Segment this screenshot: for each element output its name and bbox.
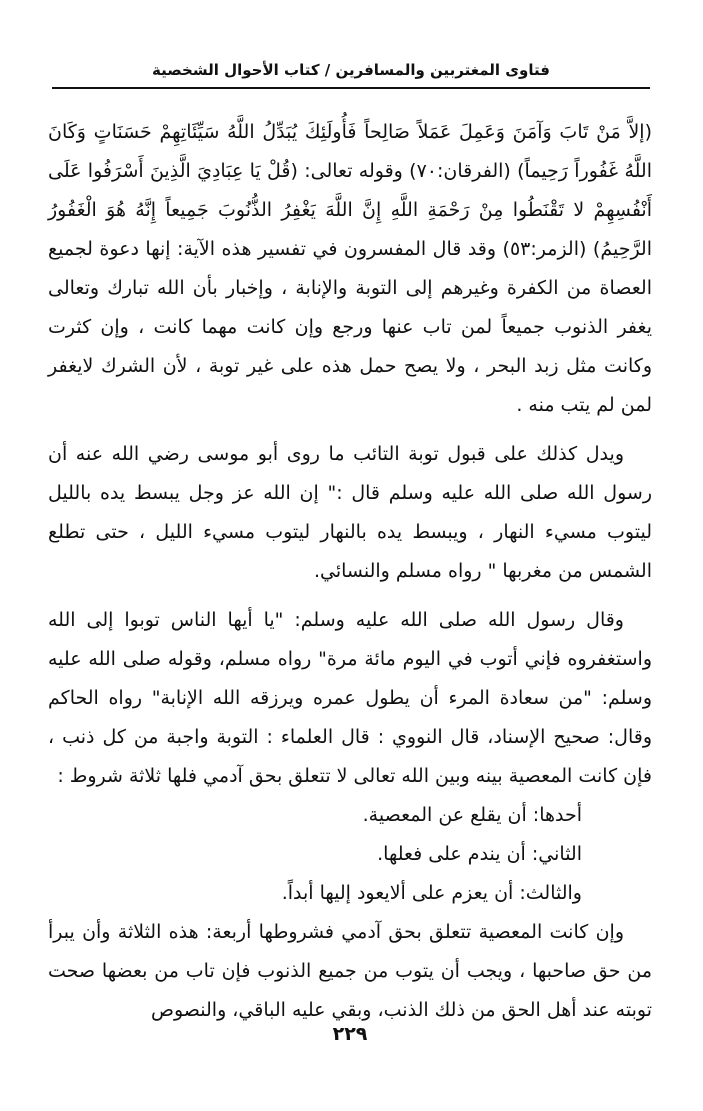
paragraph-hadith-repentance: وقال رسول الله صلى الله عليه وسلم: "يا أيها الناس توبوا إلى الله واستغفروه فإني أتوب في اليوم مائة مرة" رواه مسلم، وقوله صلى الله عليه وسلم: "من سعادة المرء أن يطول عمره ويرزقه الله الإنابة" رواه الحاكم وقال: صحيح الإسناد، قال النووي : قال العلماء : التوبة واجبة من كل ذنب ، فإن كانت المعصية بينه وبين الله تعالى لا تتعلق بحق آدمي فلها ثلاثة شروط : [48, 609, 652, 787]
condition-item-first: أحدها: أن يقلع عن المعصية. [362, 804, 582, 826]
paragraph-quran-verses: (إلاَّ مَنْ تَابَ وَآمَنَ وَعَمِلَ عَمَلاً صَالِحاً فَأُولَئِكَ يُبَدِّلُ اللَّهُ سَيِّئَاتِهِمْ حَسَنَاتٍ وَكَانَ اللَّهُ غَفُوراً رَحِيماً) (الفرقان:٧٠) وقوله تعالى: (قُلْ يَا عِبَادِيَ الَّذِينَ أَسْرَفُوا عَلَى أَنْفُسِهِمْ لا تَقْنَطُوا مِنْ رَحْمَةِ اللَّهِ إِنَّ اللَّهَ يَغْفِرُ الذُّنُوبَ جَمِيعاً إِنَّهُ هُوَ الْغَفُورُ الرَّحِيمُ) (الزمر:٥٣) وقد قال المفسرون في تفسير هذه الآية: إنها دعوة لجميع العصاة من الكفرة وغيرهم إلى التوبة والإنابة ، وإخبار بأن الله تبارك وتعالى يغفر الذنوب جميعاً لمن تاب عنها ورجع وإن كانت مهما كانت ، وإن كثرت وكانت مثل زبد البحر ، ولا يصح حمل هذه على غير توبة ، لأن الشرك لايغفر لمن لم يتب منه . [48, 121, 652, 416]
body-text [48, 113, 652, 1030]
paragraph-human-rights-conditions: وإن كانت المعصية تتعلق بحق آدمي فشروطها أربعة: هذه الثلاثة وأن يبرأ من حق صاحبها ، ويجب أن يتوب من جميع الذنوب فإن تاب من بعضها صحت توبته عند أهل الحق من ذلك الذنب، وبقي عليه الباقي، والنصوص [48, 921, 652, 1021]
condition-item-second: الثاني: أن يندم على فعلها. [377, 843, 582, 865]
paragraph-hadith-abu-musa: ويدل كذلك على قبول توبة التائب ما روى أبو موسى رضي الله عنه أن رسول الله صلى الله عليه وسلم قال :" إن الله عز وجل يبسط يده بالليل ليتوب مسيء النهار ، ويبسط يده بالنهار ليتوب مسيء الليل ، حتى تطلع الشمس من مغربها " رواه مسلم والنسائي. [48, 443, 652, 582]
running-header: فتاوى المغتربين والمسافرين / كتاب الأحوال الشخصية [152, 61, 550, 79]
header-divider [52, 87, 650, 89]
condition-item-third: والثالث: أن يعزم على ألايعود إليها أبداً. [281, 882, 582, 904]
page-number: ٢٢٩ [332, 1023, 368, 1045]
